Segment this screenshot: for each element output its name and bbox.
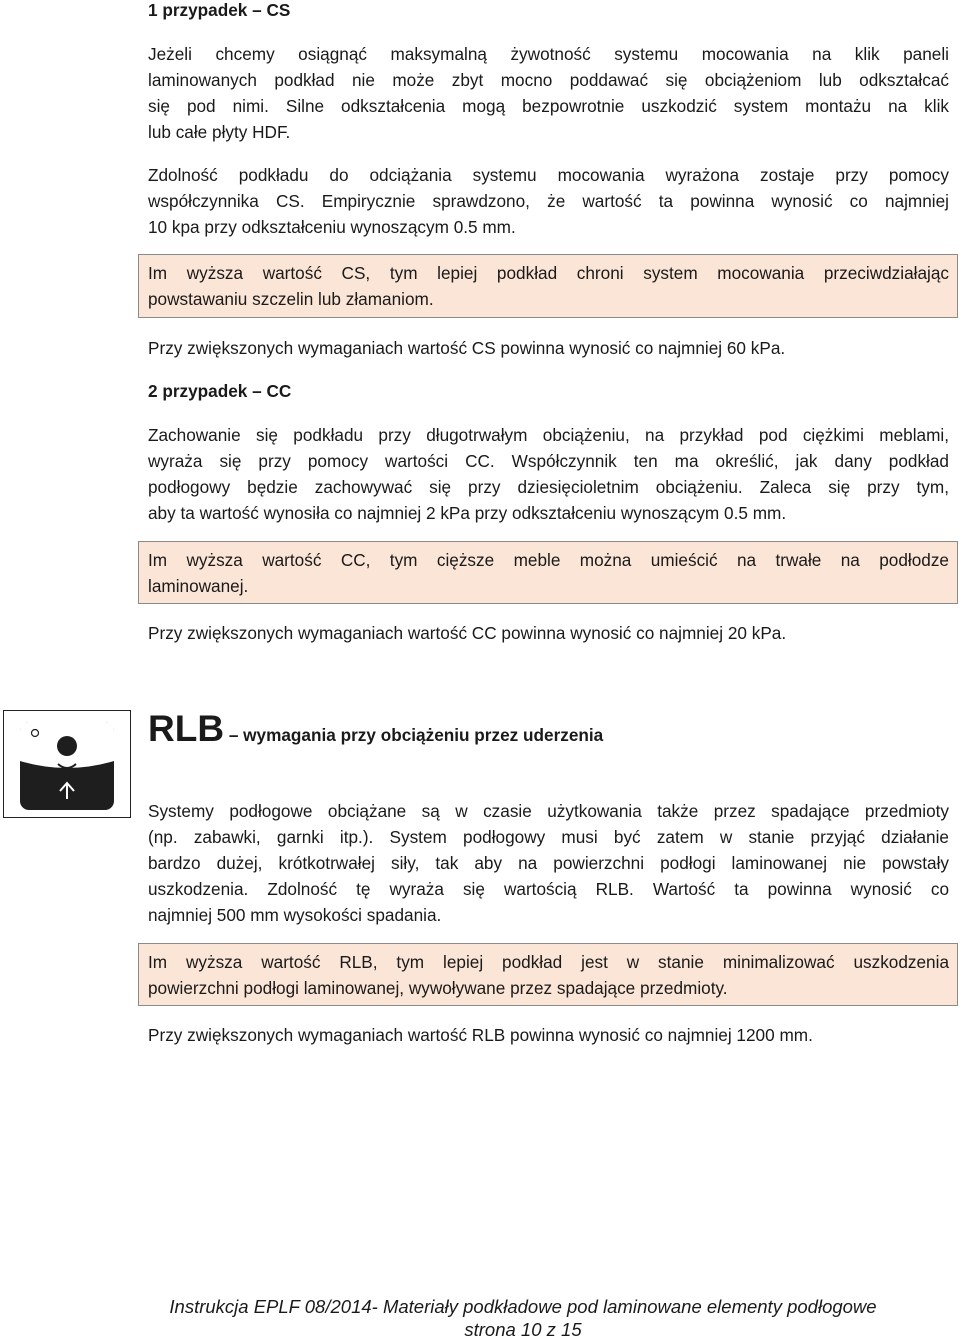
section1-paragraph-1 [148, 41, 949, 145]
text-line: (np. zabawki, garnki itp.). System podłogowy musi być zatem w stanie przyjąć działanie [148, 827, 949, 847]
section2-heading: 2 przypadek – CC [148, 381, 292, 401]
text-line: Systemy podłogowe obciążane są w czasie użytkowania także przez spadające przedmioty [148, 801, 949, 821]
rlb-title [148, 708, 603, 750]
footer-document-title: Instrukcja EPLF 08/2014- Materiały podkładowe pod laminowane elementy podłogowe [169, 1296, 877, 1317]
text-line: uszkodzenia. Zdolność tę wyraża się wartością RLB. Wartość ta powinna wynosić co [148, 879, 949, 899]
section1-paragraph-2 [148, 162, 949, 240]
section3-highlight-text [148, 949, 949, 1001]
text-line: lub całe płyty HDF. [148, 122, 291, 142]
section2-highlight-text [148, 547, 949, 599]
section1-highlight-text [148, 260, 949, 312]
text-line: powierzchni podłogi laminowanej, wywoływane przez spadające przedmioty. [148, 978, 728, 998]
section1-heading: 1 przypadek – CS [148, 0, 291, 20]
section1-highlight-box [138, 254, 958, 318]
text-line: Zachowanie się podkładu przy długotrwałym obciążeniu, na przykład pod ciężkimi meblami, [148, 425, 949, 445]
section1-note: Przy zwiększonych wymaganiach wartość CS powinna wynosić co najmniej 60 kPa. [148, 338, 786, 358]
text-line: Im wyższa wartość RLB, tym lepiej podkład jest w stanie minimalizować uszkodzenia [148, 952, 949, 972]
text-line: laminowanej. [148, 576, 249, 596]
text-line: 10 kpa przy odkształceniu wynoszącym 0.5 mm. [148, 217, 516, 237]
section2-note: Przy zwiększonych wymaganiach wartość CC powinna wynosić co najmniej 20 kPa. [148, 623, 787, 643]
impact-drop-icon [3, 710, 131, 818]
text-line: najmniej 500 mm wysokości spadania. [148, 905, 442, 925]
rlb-title-text: – wymagania przy obciążeniu przez uderzenia [224, 725, 604, 745]
text-line: wyraża się przy pomocy wartości CC. Współczynnik ten ma określić, jak dany podkład [148, 451, 949, 471]
text-line: współczynnika CS. Empirycznie sprawdzono, że wartość ta powinna wynosić co najmniej [148, 191, 949, 211]
text-line: się pod nimi. Silne odkształcenia mogą bezpowrotnie uszkodzić system montażu na klik [148, 96, 949, 116]
text-line: laminowanych podkład nie może zbyt mocno poddawać się obciążeniom lub odkształcać [148, 70, 949, 90]
text-line: Im wyższa wartość CS, tym lepiej podkład chroni system mocowania przeciwdziałając [148, 263, 949, 283]
rlb-title-abbreviation: RLB [148, 708, 225, 749]
text-line: Im wyższa wartość CC, tym cięższe meble można umieścić na trwałe na podłodze [148, 550, 949, 570]
page-footer [0, 1295, 960, 1341]
section3-paragraph-1 [148, 798, 949, 928]
section3-note: Przy zwiększonych wymaganiach wartość RLB powinna wynosić co najmniej 1200 mm. [148, 1025, 813, 1045]
text-line: Jeżeli chcemy osiągnąć maksymalną żywotność systemu mocowania na klik paneli [148, 44, 949, 64]
footer-page-number: strona 10 z 15 [464, 1319, 582, 1340]
section2-highlight-box [138, 541, 958, 604]
text-line: bardzo dużej, krótkotrwałej siły, tak aby na powierzchni podłogi laminowanej nie powstały [148, 853, 949, 873]
text-line: aby ta wartość wynosiła co najmniej 2 kPa przy odkształceniu wynoszącym 0.5 mm. [148, 503, 787, 523]
section2-paragraph-1 [148, 422, 949, 526]
section3-highlight-box [138, 943, 958, 1006]
impact-drop-icon-graphic [4, 711, 130, 817]
text-line: powstawaniu szczelin lub złamaniom. [148, 289, 434, 309]
text-line: Zdolność podkładu do odciążania systemu mocowania wyrażona zostaje przy pomocy [148, 165, 949, 185]
text-line: podłogowy będzie zachowywać się przy dziesięcioletnim obciążeniu. Zaleca się przy tym, [148, 477, 949, 497]
